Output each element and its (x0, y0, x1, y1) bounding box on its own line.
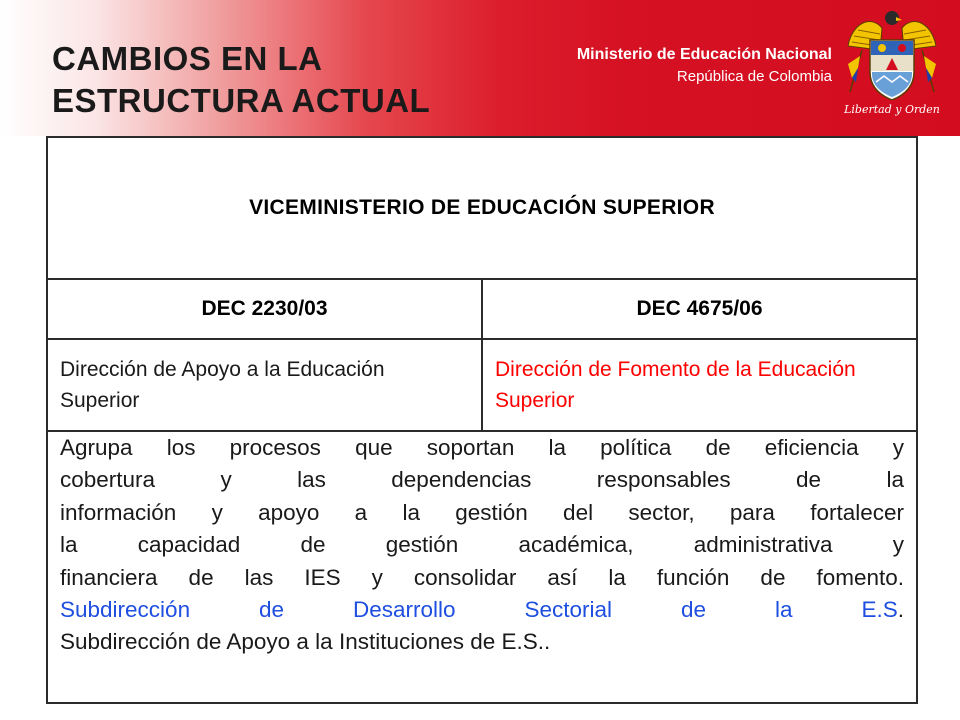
old-directorate: Dirección de Apoyo a la Educación Superior (47, 339, 482, 431)
sub-unit-support: Subdirección de Apoyo a la Instituciones de E.S.. (60, 629, 551, 655)
new-directorate: Dirección de Fomento de la Educación Superior (482, 339, 917, 431)
slide-title (52, 38, 430, 122)
sub-unit-development: Subdirección de Desarrollo Sectorial de la E.S (60, 597, 898, 623)
title-line-1: CAMBIOS EN LA (52, 40, 323, 77)
coat-of-arms-icon (842, 6, 942, 130)
sub-unit-separator: . (897, 597, 904, 623)
table-heading: VICEMINISTERIO DE EDUCACIÓN SUPERIOR (47, 137, 917, 279)
description-cell (47, 431, 917, 703)
column-header-new: DEC 4675/06 (482, 279, 917, 339)
sub-unit-line (60, 594, 904, 626)
description-line: la capacidad de gestión académica, administrativa y (60, 532, 904, 558)
structure-table (46, 136, 918, 704)
ministry-name: Ministerio de Educación Nacional (576, 46, 832, 63)
ministry-block (577, 44, 832, 88)
title-line-2: ESTRUCTURA ACTUAL (52, 82, 431, 119)
ministry-country: República de Colombia (676, 68, 832, 85)
description-line: información y apoyo a la gestión del sector, para fortalecer (60, 499, 904, 525)
description-line: cobertura y las dependencias responsables de la (60, 467, 904, 493)
column-header-old: DEC 2230/03 (47, 279, 482, 339)
description-line: financiera de las IES y consolidar así la función de fomento. (60, 564, 904, 590)
emblem-motto: Libertad y Orden (844, 103, 940, 116)
description-line: Agrupa los procesos que soportan la política de eficiencia y (60, 435, 904, 460)
